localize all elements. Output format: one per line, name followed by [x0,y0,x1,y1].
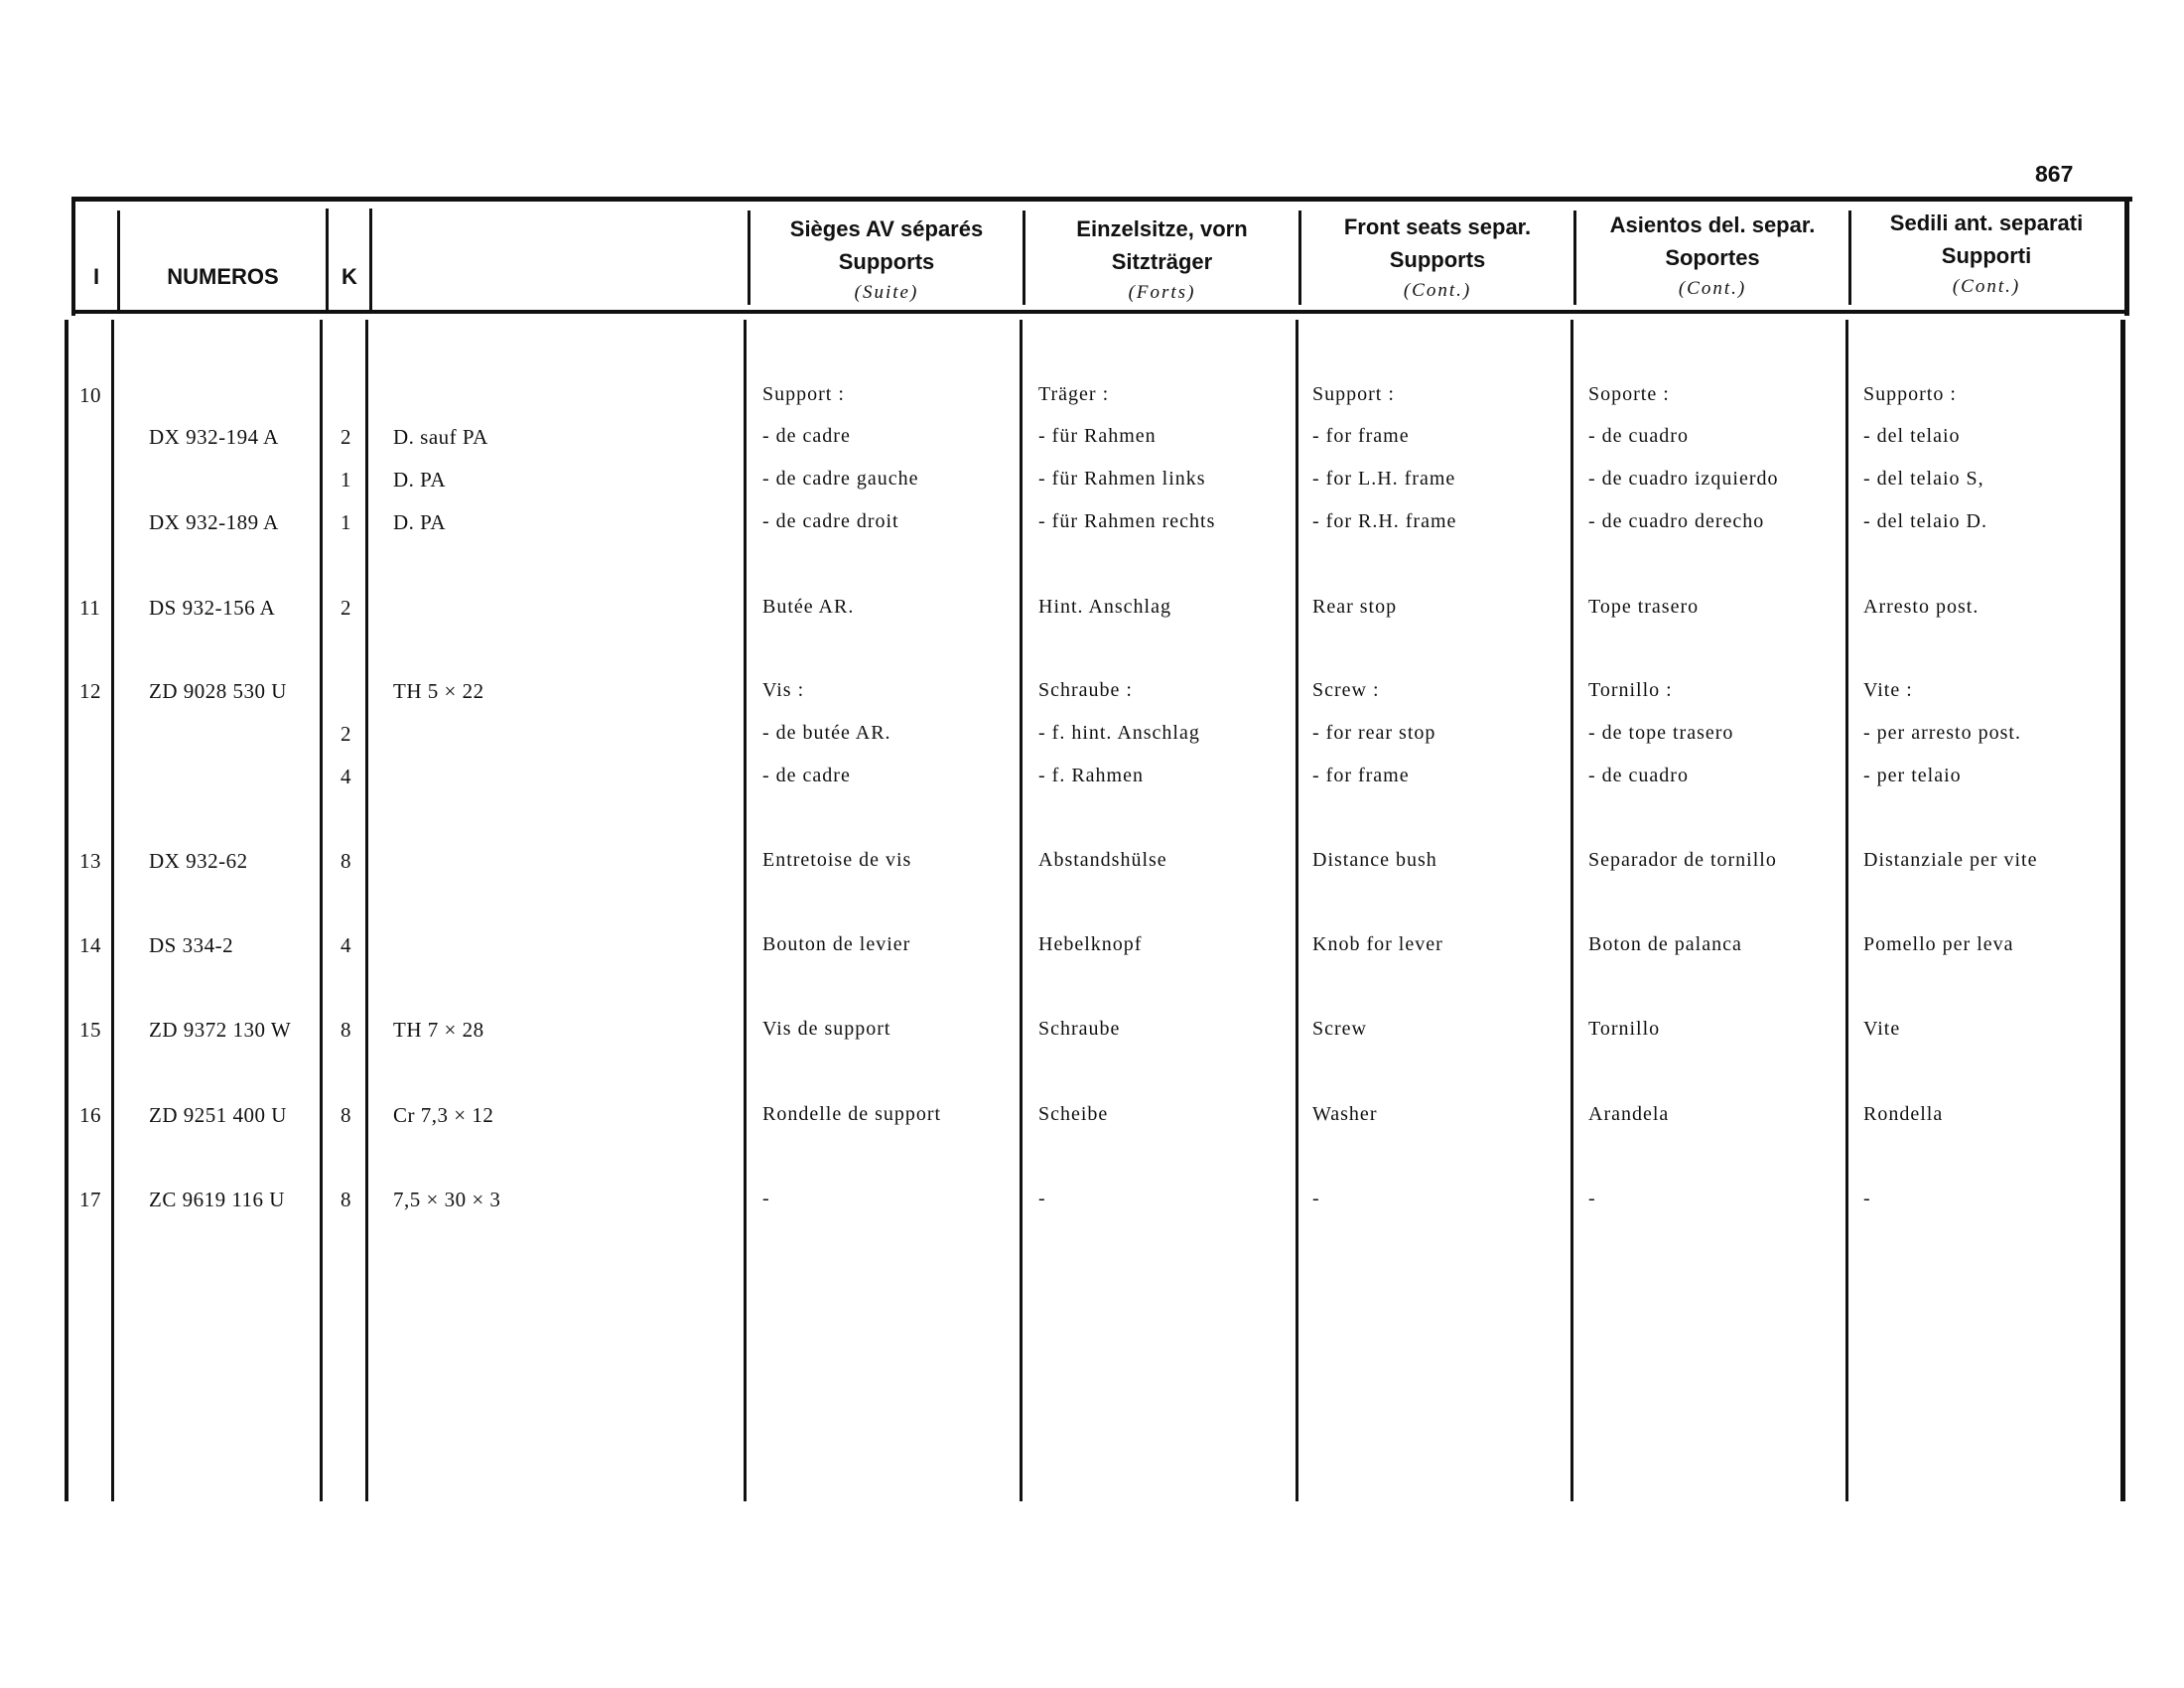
col-divider-body [1020,320,1023,1501]
header-subtitle: Sitzträger [1111,249,1213,274]
cell-remark: D. sauf PA [393,425,488,449]
col-divider-body [111,320,114,1501]
cell-en: Knob for lever [1312,933,1443,955]
cell-numero: DX 932-62 [149,849,248,873]
header-lang-de [1025,212,1298,308]
cell-es: Boton de palanca [1588,933,1742,955]
cell-en: - [1312,1188,1320,1209]
cell-k: 8 [341,849,351,873]
cell-i: 10 [79,383,101,407]
header-title: Sedili ant. separati [1889,211,2084,235]
cell-fr: - de cadre droit [762,510,899,532]
cell-de: - für Rahmen links [1038,468,1206,490]
header-numeros: NUMEROS [167,264,279,289]
cell-es: Soporte : [1588,383,1670,405]
cell-it: - per telaio [1863,765,1962,786]
cell-it: Vite : [1863,679,1913,701]
cell-it: - del telaio S, [1863,468,1984,490]
col-divider-body [1845,320,1848,1501]
page-number: 867 [2035,161,2074,187]
cell-remark: TH 5 × 22 [393,679,484,703]
cell-it: Vite [1863,1018,1901,1040]
header-subtitle: Supports [1389,247,1486,272]
cell-fr: Vis : [762,679,805,701]
cell-it: Arresto post. [1863,596,1979,618]
cell-k: 1 [341,510,351,534]
cell-en: - for L.H. frame [1312,468,1456,490]
cell-fr: - [762,1188,770,1209]
cell-remark: Cr 7,3 × 12 [393,1103,494,1127]
cell-k: 8 [341,1188,351,1211]
top-rule [71,197,2132,202]
cell-en: - for frame [1312,425,1410,447]
right-border-body [2120,320,2125,1501]
header-title: Sièges AV séparés [789,216,984,241]
cell-de: Schraube : [1038,679,1133,701]
header-cont: (Cont.) [1403,280,1472,301]
header-lang-es [1576,209,1848,304]
cell-it: Rondella [1863,1103,1944,1125]
cell-fr: - de cadre gauche [762,468,919,490]
header-i: I [92,264,100,289]
cell-en: Screw : [1312,679,1380,701]
cell-it: Supporto : [1863,383,1957,405]
cell-fr: Bouton de levier [762,933,911,955]
cell-fr: Entretoise de vis [762,849,912,871]
cell-numero: ZD 9372 130 W [149,1018,292,1042]
cell-es: - de cuadro [1588,765,1689,786]
cell-numero: ZD 9251 400 U [149,1103,287,1127]
cell-fr: Support : [762,383,845,405]
left-border [71,197,75,316]
cell-it: Pomello per leva [1863,933,2014,955]
cell-de: Abstandshülse [1038,849,1167,871]
cell-es: Separador de tornillo [1588,849,1777,871]
cell-fr: - de butée AR. [762,722,891,744]
cell-fr: Butée AR. [762,596,855,618]
cell-de: - für Rahmen [1038,425,1157,447]
cell-fr: - de cadre [762,425,851,447]
header-lang-en [1301,211,1573,306]
cell-en: Distance bush [1312,849,1437,871]
cell-k: 1 [341,468,351,492]
cell-es: - de cuadro [1588,425,1689,447]
header-title: Asientos del. separ. [1609,212,1816,237]
header-lang-fr [751,212,1023,308]
cell-it: - per arresto post. [1863,722,2021,744]
cell-es: - de cuadro derecho [1588,510,1765,532]
cell-de: - [1038,1188,1046,1209]
cell-k: 4 [341,765,351,788]
cell-de: Träger : [1038,383,1110,405]
cell-remark: TH 7 × 28 [393,1018,484,1042]
cell-it: - [1863,1188,1871,1209]
cell-numero: DX 932-194 A [149,425,279,449]
cell-i: 11 [79,596,101,620]
cell-fr: Rondelle de support [762,1103,942,1125]
cell-de: Hint. Anschlag [1038,596,1171,618]
col-divider [326,209,329,313]
col-divider [369,209,372,313]
cell-de: - für Rahmen rechts [1038,510,1216,532]
cell-fr: - de cadre [762,765,851,786]
cell-numero: DS 334-2 [149,933,234,957]
header-k: K [341,264,357,289]
cell-es: - [1588,1188,1596,1209]
cell-es: Tornillo [1588,1018,1661,1040]
cell-en: - for R.H. frame [1312,510,1457,532]
cell-remark: D. PA [393,510,447,534]
cell-k: 2 [341,425,351,449]
cell-k: 8 [341,1018,351,1042]
cell-es: - de tope trasero [1588,722,1734,744]
header-lang-it [1851,207,2121,302]
col-divider-body [1296,320,1298,1501]
cell-de: - f. Rahmen [1038,765,1144,786]
cell-de: Scheibe [1038,1103,1109,1125]
cell-en: Screw [1312,1018,1367,1040]
col-divider-body [320,320,323,1501]
header-cont: (Cont.) [1952,276,2021,297]
cell-i: 13 [79,849,101,873]
cell-it: - del telaio D. [1863,510,1987,532]
right-border [2124,197,2129,316]
cell-en: - for rear stop [1312,722,1436,744]
header-cont: (Suite) [854,282,919,303]
cell-remark: 7,5 × 30 × 3 [393,1188,501,1211]
cell-es: Tornillo : [1588,679,1673,701]
header-subtitle: Soportes [1665,245,1760,270]
cell-i: 15 [79,1018,101,1042]
cell-en: - for frame [1312,765,1410,786]
col-divider-body [1570,320,1573,1501]
cell-it: Distanziale per vite [1863,849,2038,871]
col-divider-body [744,320,747,1501]
left-border-body [65,320,68,1501]
cell-de: Schraube [1038,1018,1121,1040]
header-cont: (Forts) [1128,282,1196,303]
cell-en: Rear stop [1312,596,1398,618]
header-subtitle: Supports [838,249,935,274]
header-cont: (Cont.) [1678,278,1747,299]
cell-numero: ZD 9028 530 U [149,679,287,703]
cell-numero: ZC 9619 116 U [149,1188,285,1211]
cell-k: 8 [341,1103,351,1127]
cell-de: - f. hint. Anschlag [1038,722,1200,744]
cell-i: 12 [79,679,101,703]
cell-it: - del telaio [1863,425,1961,447]
cell-i: 14 [79,933,101,957]
header-title: Front seats separ. [1343,214,1532,239]
cell-es: - de cuadro izquierdo [1588,468,1779,490]
cell-numero: DX 932-189 A [149,510,279,534]
cell-k: 4 [341,933,351,957]
col-divider-body [365,320,368,1501]
cell-i: 16 [79,1103,101,1127]
cell-remark: D. PA [393,468,447,492]
cell-numero: DS 932-156 A [149,596,276,620]
cell-k: 2 [341,722,351,746]
col-divider [117,211,120,313]
cell-en: Support : [1312,383,1395,405]
cell-fr: Vis de support [762,1018,891,1040]
cell-en: Washer [1312,1103,1378,1125]
header-subtitle: Supporti [1941,243,2032,268]
cell-es: Tope trasero [1588,596,1700,618]
cell-i: 17 [79,1188,101,1211]
cell-es: Arandela [1588,1103,1670,1125]
cell-k: 2 [341,596,351,620]
header-title: Einzelsitze, vorn [1076,216,1248,241]
cell-de: Hebelknopf [1038,933,1143,955]
header-bottom-rule [71,310,2124,314]
